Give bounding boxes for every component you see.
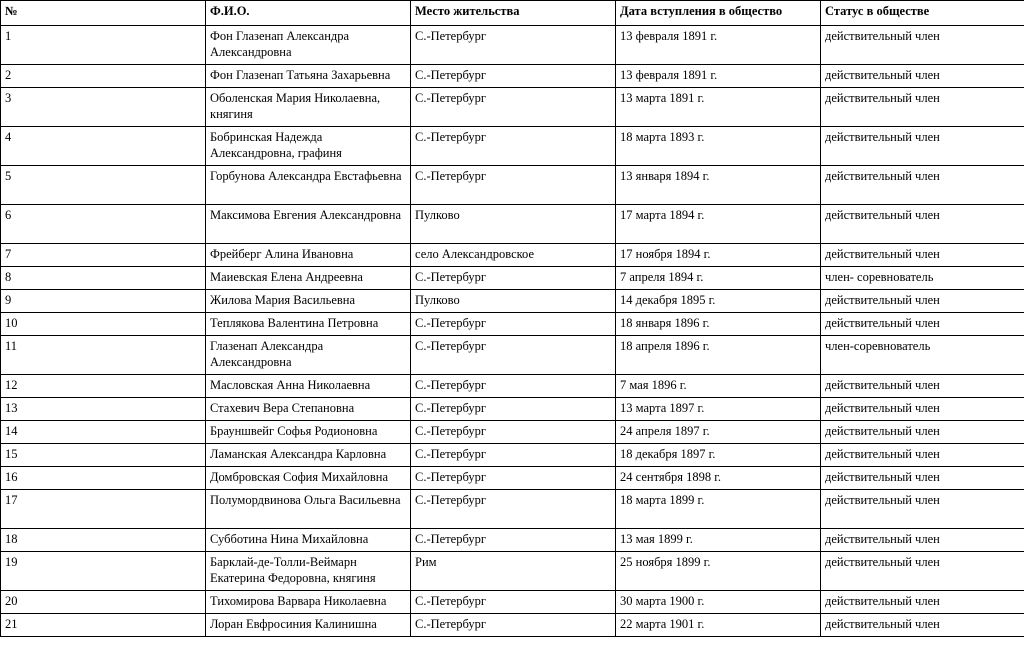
cell-residence: Пулково	[411, 290, 616, 313]
cell-status: действительный член	[821, 552, 1024, 591]
cell-number: 1	[1, 26, 206, 65]
cell-name: Стахевич Вера Степановна	[206, 398, 411, 421]
cell-name: Субботина Нина Михайловна	[206, 529, 411, 552]
cell-residence: С.-Петербург	[411, 529, 616, 552]
cell-status: действительный член	[821, 88, 1024, 127]
cell-number: 20	[1, 591, 206, 614]
cell-status: действительный член	[821, 375, 1024, 398]
cell-number: 14	[1, 421, 206, 444]
cell-join-date: 13 февраля 1891 г.	[616, 26, 821, 65]
cell-join-date: 13 февраля 1891 г.	[616, 65, 821, 88]
cell-join-date: 18 апреля 1896 г.	[616, 336, 821, 375]
cell-status: действительный член	[821, 421, 1024, 444]
cell-join-date: 13 мая 1899 г.	[616, 529, 821, 552]
cell-name: Оболенская Мария Николаевна, княгиня	[206, 88, 411, 127]
cell-number: 19	[1, 552, 206, 591]
header-join-date: Дата вступления в общество	[616, 1, 821, 26]
table-row	[1, 313, 1024, 336]
cell-status: член-соревнователь	[821, 336, 1024, 375]
cell-join-date: 13 марта 1891 г.	[616, 88, 821, 127]
table-row	[1, 614, 1024, 637]
cell-join-date: 13 марта 1897 г.	[616, 398, 821, 421]
cell-number: 10	[1, 313, 206, 336]
cell-residence: Пулково	[411, 205, 616, 244]
table-row	[1, 398, 1024, 421]
table-row	[1, 467, 1024, 490]
cell-residence: С.-Петербург	[411, 444, 616, 467]
table-row	[1, 267, 1024, 290]
cell-residence: село Александровское	[411, 244, 616, 267]
cell-status: действительный член	[821, 529, 1024, 552]
cell-name: Фон Глазенап Александра Александровна	[206, 26, 411, 65]
cell-number: 16	[1, 467, 206, 490]
cell-join-date: 30 марта 1900 г.	[616, 591, 821, 614]
cell-join-date: 24 апреля 1897 г.	[616, 421, 821, 444]
cell-status: действительный член	[821, 127, 1024, 166]
cell-status: действительный член	[821, 26, 1024, 65]
cell-number: 18	[1, 529, 206, 552]
table-row	[1, 244, 1024, 267]
cell-name: Домбровская София Михайловна	[206, 467, 411, 490]
cell-name: Лоран Евфросиния Калинишна	[206, 614, 411, 637]
cell-status: действительный член	[821, 244, 1024, 267]
cell-name: Горбунова Александра Евстафьевна	[206, 166, 411, 205]
cell-name: Фрейберг Алина Ивановна	[206, 244, 411, 267]
cell-join-date: 22 марта 1901 г.	[616, 614, 821, 637]
cell-residence: С.-Петербург	[411, 26, 616, 65]
cell-number: 7	[1, 244, 206, 267]
cell-residence: С.-Петербург	[411, 313, 616, 336]
cell-name: Жилова Мария Васильевна	[206, 290, 411, 313]
cell-residence: С.-Петербург	[411, 65, 616, 88]
cell-number: 11	[1, 336, 206, 375]
cell-number: 13	[1, 398, 206, 421]
table-row	[1, 421, 1024, 444]
cell-name: Маиевская Елена Андреевна	[206, 267, 411, 290]
cell-join-date: 18 января 1896 г.	[616, 313, 821, 336]
cell-number: 8	[1, 267, 206, 290]
table-row	[1, 444, 1024, 467]
cell-join-date: 13 января 1894 г.	[616, 166, 821, 205]
cell-residence: С.-Петербург	[411, 398, 616, 421]
cell-name: Тихомирова Варвара Николаевна	[206, 591, 411, 614]
cell-name: Глазенап Александра Александровна	[206, 336, 411, 375]
table-row	[1, 375, 1024, 398]
cell-residence: С.-Петербург	[411, 127, 616, 166]
cell-join-date: 18 марта 1893 г.	[616, 127, 821, 166]
table-row	[1, 205, 1024, 244]
header-residence: Место жительства	[411, 1, 616, 26]
cell-residence: С.-Петербург	[411, 467, 616, 490]
cell-status: действительный член	[821, 398, 1024, 421]
table-row	[1, 529, 1024, 552]
cell-residence: С.-Петербург	[411, 490, 616, 529]
table-row	[1, 290, 1024, 313]
cell-join-date: 18 декабря 1897 г.	[616, 444, 821, 467]
cell-name: Полумордвинова Ольга Васильевна	[206, 490, 411, 529]
cell-residence: Рим	[411, 552, 616, 591]
header-row	[1, 1, 1024, 26]
cell-number: 3	[1, 88, 206, 127]
cell-number: 21	[1, 614, 206, 637]
cell-residence: С.-Петербург	[411, 421, 616, 444]
header-number: №	[1, 1, 206, 26]
cell-join-date: 24 сентября 1898 г.	[616, 467, 821, 490]
cell-join-date: 14 декабря 1895 г.	[616, 290, 821, 313]
table-row	[1, 490, 1024, 529]
cell-status: действительный член	[821, 614, 1024, 637]
cell-number: 4	[1, 127, 206, 166]
cell-number: 5	[1, 166, 206, 205]
cell-name: Барклай-де-Толли-Веймарн Екатерина Федоровна, княгиня	[206, 552, 411, 591]
cell-name: Масловская Анна Николаевна	[206, 375, 411, 398]
header-name: Ф.И.О.	[206, 1, 411, 26]
cell-status: действительный член	[821, 313, 1024, 336]
cell-name: Брауншвейг Софья Родионовна	[206, 421, 411, 444]
cell-name: Ламанская Александра Карловна	[206, 444, 411, 467]
cell-status: действительный член	[821, 467, 1024, 490]
cell-join-date: 25 ноября 1899 г.	[616, 552, 821, 591]
table-row	[1, 166, 1024, 205]
table-row	[1, 26, 1024, 65]
cell-number: 12	[1, 375, 206, 398]
cell-number: 9	[1, 290, 206, 313]
cell-join-date: 18 марта 1899 г.	[616, 490, 821, 529]
cell-status: действительный член	[821, 290, 1024, 313]
table-row	[1, 591, 1024, 614]
cell-residence: С.-Петербург	[411, 375, 616, 398]
table-row	[1, 336, 1024, 375]
cell-join-date: 17 ноября 1894 г.	[616, 244, 821, 267]
cell-status: действительный член	[821, 65, 1024, 88]
table-row	[1, 88, 1024, 127]
cell-name: Максимова Евгения Александровна	[206, 205, 411, 244]
header-status: Статус в обществе	[821, 1, 1024, 26]
cell-name: Теплякова Валентина Петровна	[206, 313, 411, 336]
cell-residence: С.-Петербург	[411, 166, 616, 205]
table-row	[1, 552, 1024, 591]
cell-name: Фон Глазенап Татьяна Захарьевна	[206, 65, 411, 88]
table-row	[1, 65, 1024, 88]
cell-number: 15	[1, 444, 206, 467]
cell-residence: С.-Петербург	[411, 591, 616, 614]
table-row	[1, 127, 1024, 166]
cell-status: действительный член	[821, 490, 1024, 529]
cell-residence: С.-Петербург	[411, 614, 616, 637]
cell-residence: С.-Петербург	[411, 267, 616, 290]
cell-residence: С.-Петербург	[411, 88, 616, 127]
cell-join-date: 7 мая 1896 г.	[616, 375, 821, 398]
cell-join-date: 7 апреля 1894 г.	[616, 267, 821, 290]
cell-residence: С.-Петербург	[411, 336, 616, 375]
cell-number: 17	[1, 490, 206, 529]
cell-number: 6	[1, 205, 206, 244]
cell-status: действительный член	[821, 444, 1024, 467]
cell-status: действительный член	[821, 205, 1024, 244]
cell-join-date: 17 марта 1894 г.	[616, 205, 821, 244]
cell-status: действительный член	[821, 591, 1024, 614]
cell-number: 2	[1, 65, 206, 88]
cell-name: Бобринская Надежда Александровна, графиня	[206, 127, 411, 166]
cell-status: член- соревнователь	[821, 267, 1024, 290]
cell-status: действительный член	[821, 166, 1024, 205]
